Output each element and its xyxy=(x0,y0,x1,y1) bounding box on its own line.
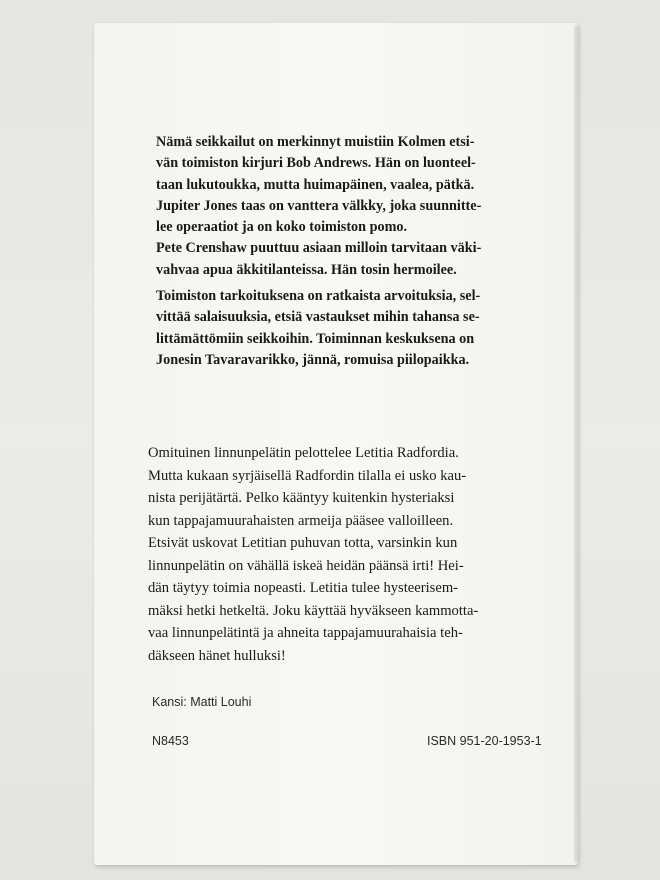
text-line: mäksi hetki hetkeltä. Joku käyttää hyväkseen kammotta- xyxy=(148,602,479,619)
text-line: dän täytyy toimia nopeasti. Letitia tulee hysteerisem- xyxy=(148,580,459,596)
text-line: däkseen hänet hulluksi! xyxy=(148,647,286,664)
text-line: Mutta kukaan syrjäisellä Radfordin tilalla ei usko kau- xyxy=(148,467,467,484)
text-line: vän toimiston kirjuri Bob Andrews. Hän on luonteel- xyxy=(156,155,476,172)
text-line: Etsivät uskovat Letitian puhuvan totta, varsinkin kun xyxy=(148,535,458,551)
book-spine-edge xyxy=(574,25,578,863)
text-line: nista perijätärtä. Pelko kääntyy kuitenkin hysteriaksi xyxy=(148,490,455,506)
text-line: Pete Crenshaw puuttuu asiaan milloin tarvitaan väki- xyxy=(156,240,482,257)
product-code: N8453 xyxy=(152,734,189,748)
text-line: lee operaatiot ja on koko toimiston pomo. xyxy=(156,219,408,236)
text-line: Toimiston tarkoituksena on ratkaista arvoituksia, sel- xyxy=(156,288,481,304)
text-line: linnunpelätin on vähällä iskeä heidän päänsä irti! Hei- xyxy=(148,557,464,574)
series-description-paragraph xyxy=(156,132,481,281)
text-line: taan lukutoukka, mutta huimapäinen, vaalea, pätkä. xyxy=(156,176,475,193)
text-line: Jonesin Tavaravarikko, jännä, romuisa piilopaikka. xyxy=(156,351,470,368)
text-line: vaa linnunpelätintä ja ahneita tappajamuurahaisia teh- xyxy=(148,625,463,641)
text-line: Nämä seikkailut on merkinnyt muistiin Kolmen etsi- xyxy=(156,134,475,150)
text-line: Jupiter Jones taas on vanttera välkky, joka suunnitte- xyxy=(156,197,482,214)
plot-summary-paragraph xyxy=(148,442,478,667)
agency-description-paragraph xyxy=(156,286,480,371)
text-line: kun tappajamuurahaisten armeija pääsee valloilleen. xyxy=(148,512,454,529)
cover-artist-credit: Kansi: Matti Louhi xyxy=(152,695,252,709)
text-line: vahvaa apua äkkitilanteissa. Hän tosin hermoilee. xyxy=(156,261,457,278)
isbn-number: ISBN 951-20-1953-1 xyxy=(427,734,542,748)
text-line: vittää salaisuuksia, etsiä vastaukset mihin tahansa se- xyxy=(156,309,480,326)
text-line: Omituinen linnunpelätin pelottelee Letitia Radfordia. xyxy=(148,445,459,461)
book-back-cover xyxy=(94,23,578,865)
text-line: littämättömiin seikkoihin. Toiminnan keskuksena on xyxy=(156,330,475,347)
